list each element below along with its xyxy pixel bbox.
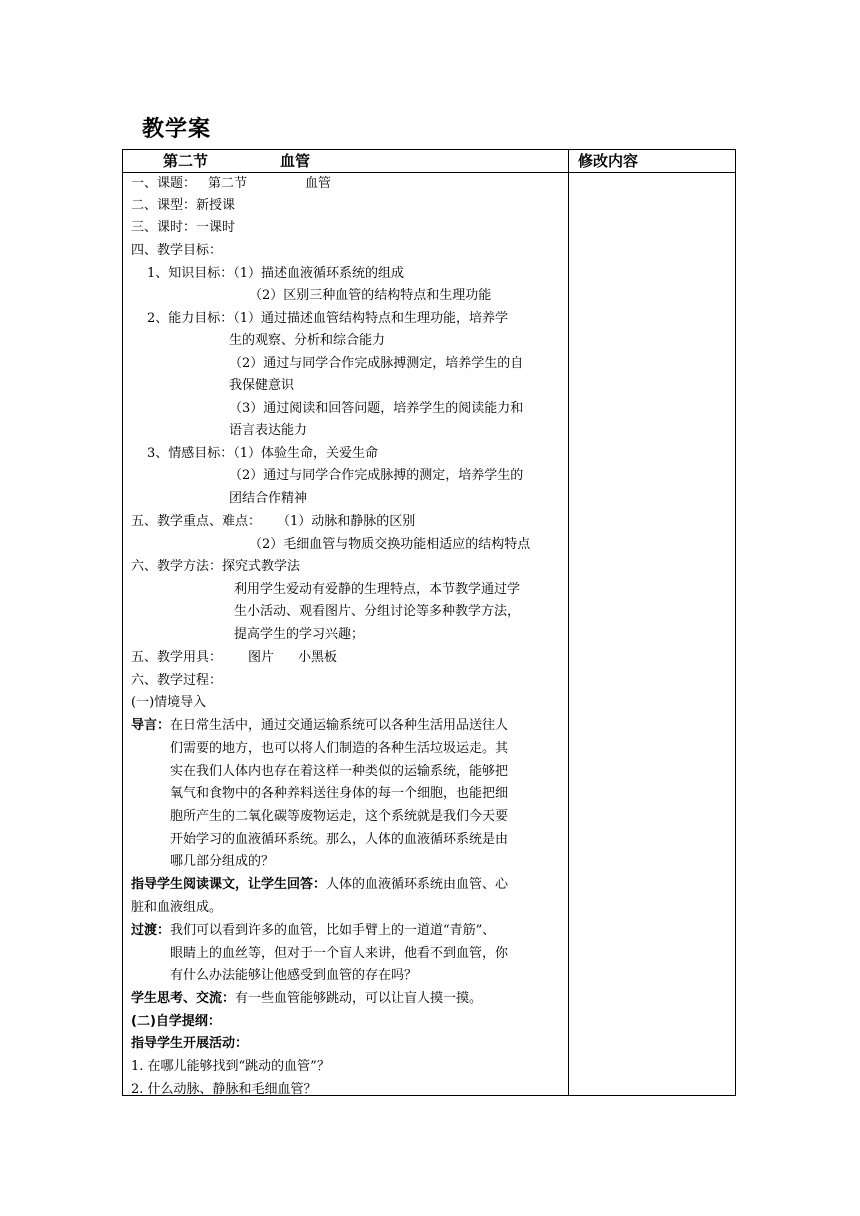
line-topic-section: 第二节 <box>208 176 248 191</box>
line-emotion-goal-1: 3、情感目标：（1）体验生命，关爱生命 <box>147 446 379 461</box>
line-intro-text: 在日常生活中，通过交通运输系统可以各种生活用品送往人 <box>170 718 509 733</box>
line-knowledge-goal-1: 1、知识目标：（1）描述血液循环系统的组成 <box>147 266 405 281</box>
line-transition-label: 过渡： <box>131 923 171 938</box>
line-teaching-aids-pictures: 图片 <box>248 650 275 665</box>
line-intro-4: 氧气和食物中的各种养料送往身体的每一个细胞，也能把细 <box>170 786 509 801</box>
line-student-think-text: 有一些血管能够跳动，可以让盲人摸一摸。 <box>235 991 483 1006</box>
line-intro-heading: (一)情境导入 <box>131 695 207 710</box>
line-intro-label: 导言： <box>131 718 171 733</box>
line-intro-1 <box>131 715 508 737</box>
line-key-points <box>131 511 415 533</box>
line-method: 六、教学方法：探究式教学法 <box>131 559 301 574</box>
header-lesson-title <box>163 150 563 172</box>
line-method-desc-2: 生小活动、观看图片、分组讨论等多种教学方法， <box>234 604 521 619</box>
line-topic-label: 一、课题： <box>131 176 197 191</box>
line-student-think-label: 学生思考、交流： <box>131 991 236 1006</box>
line-intro-6: 开始学习的血液循环系统。那么，人体的血液循环系统是由 <box>170 832 509 847</box>
line-ability-goal-3: （3）通过阅读和回答问题，培养学生的阅读能力和 <box>229 401 524 416</box>
line-guide-read-text: 人体的血液循环系统由血管、心 <box>326 877 509 892</box>
line-intro-5: 胞所产生的二氧化碳等废物运走，这个系统就是我们今天要 <box>170 809 509 824</box>
line-ability-goal-1-cont: 生的观察、分析和综合能力 <box>229 333 386 348</box>
line-intro-2: 们需要的地方，也可以将人们制造的各种生活垃圾运走。其 <box>170 741 509 756</box>
line-question-2: 2. 什么动脉、静脉和毛细血管？ <box>131 1082 317 1097</box>
line-transition-text: 我们可以看到许多的血管，比如手臂上的一道道“青筋”、 <box>170 923 496 938</box>
line-ability-goal-1: 2、能力目标：（1）通过描述血管结构特点和生理功能，培养学 <box>147 311 509 326</box>
line-transition-3: 有什么办法能够让他感受到血管的存在吗？ <box>170 968 418 983</box>
line-intro-7: 哪几部分组成的？ <box>170 854 275 869</box>
line-ability-goal-3-cont: 语言表达能力 <box>229 423 308 438</box>
line-transition-2: 眼睛上的血丝等，但对于一个盲人来讲，他看不到血管，你 <box>170 946 509 961</box>
header-topic: 血管 <box>280 152 311 170</box>
document-title: 教学案 <box>142 117 212 142</box>
header-revision: 修改内容 <box>578 152 639 170</box>
line-topic <box>131 173 331 195</box>
line-topic-name: 血管 <box>305 176 332 191</box>
line-objectives: 四、教学目标： <box>131 243 223 258</box>
line-lesson-type: 二、课型：新授课 <box>131 198 236 213</box>
line-guide-read-cont: 脏和血液组成。 <box>131 900 223 915</box>
line-self-study-heading: (二)自学提纲： <box>131 1014 221 1029</box>
line-teaching-aids <box>131 647 337 669</box>
column-divider <box>568 150 569 1095</box>
line-lesson-hours: 三、课时：一课时 <box>131 220 236 235</box>
line-method-desc-1: 利用学生爱动有爱静的生理特点，本节教学通过学 <box>234 582 521 597</box>
line-emotion-goal-2-cont: 团结合作精神 <box>229 491 308 506</box>
line-question-1: 1. 在哪儿能够找到“跳动的血管”？ <box>131 1059 330 1074</box>
line-intro-3: 实在我们人体内也存在着这样一种类似的运输系统，能够把 <box>170 764 509 779</box>
line-ability-goal-2-cont: 我保健意识 <box>229 378 295 393</box>
line-transition-1 <box>131 920 495 942</box>
line-key-points-label: 五、教学重点、难点： <box>131 514 262 529</box>
line-activity-heading: 指导学生开展活动： <box>131 1036 249 1051</box>
line-teaching-aids-board: 小黑板 <box>298 650 338 665</box>
lesson-plan-table <box>122 149 736 1096</box>
line-key-points-1: （1）动脉和静脉的区别 <box>277 514 416 529</box>
header-section: 第二节 <box>163 152 209 170</box>
line-guide-read-label: 指导学生阅读课文，让学生回答： <box>131 877 327 892</box>
line-key-points-2: （2）毛细血管与物质交换功能相适应的结构特点 <box>249 537 531 552</box>
line-process: 六、教学过程： <box>131 673 223 688</box>
line-emotion-goal-2: （2）通过与同学合作完成脉搏的测定，培养学生的 <box>229 468 524 483</box>
line-guide-read <box>131 874 508 896</box>
line-student-think <box>131 988 482 1010</box>
line-ability-goal-2: （2）通过与同学合作完成脉搏测定，培养学生的自 <box>229 356 524 371</box>
line-teaching-aids-label: 五、教学用具： <box>131 650 223 665</box>
line-method-desc-3: 提高学生的学习兴趣； <box>234 627 365 642</box>
line-knowledge-goal-2: （2）区别三种血管的结构特点和生理功能 <box>249 288 492 303</box>
